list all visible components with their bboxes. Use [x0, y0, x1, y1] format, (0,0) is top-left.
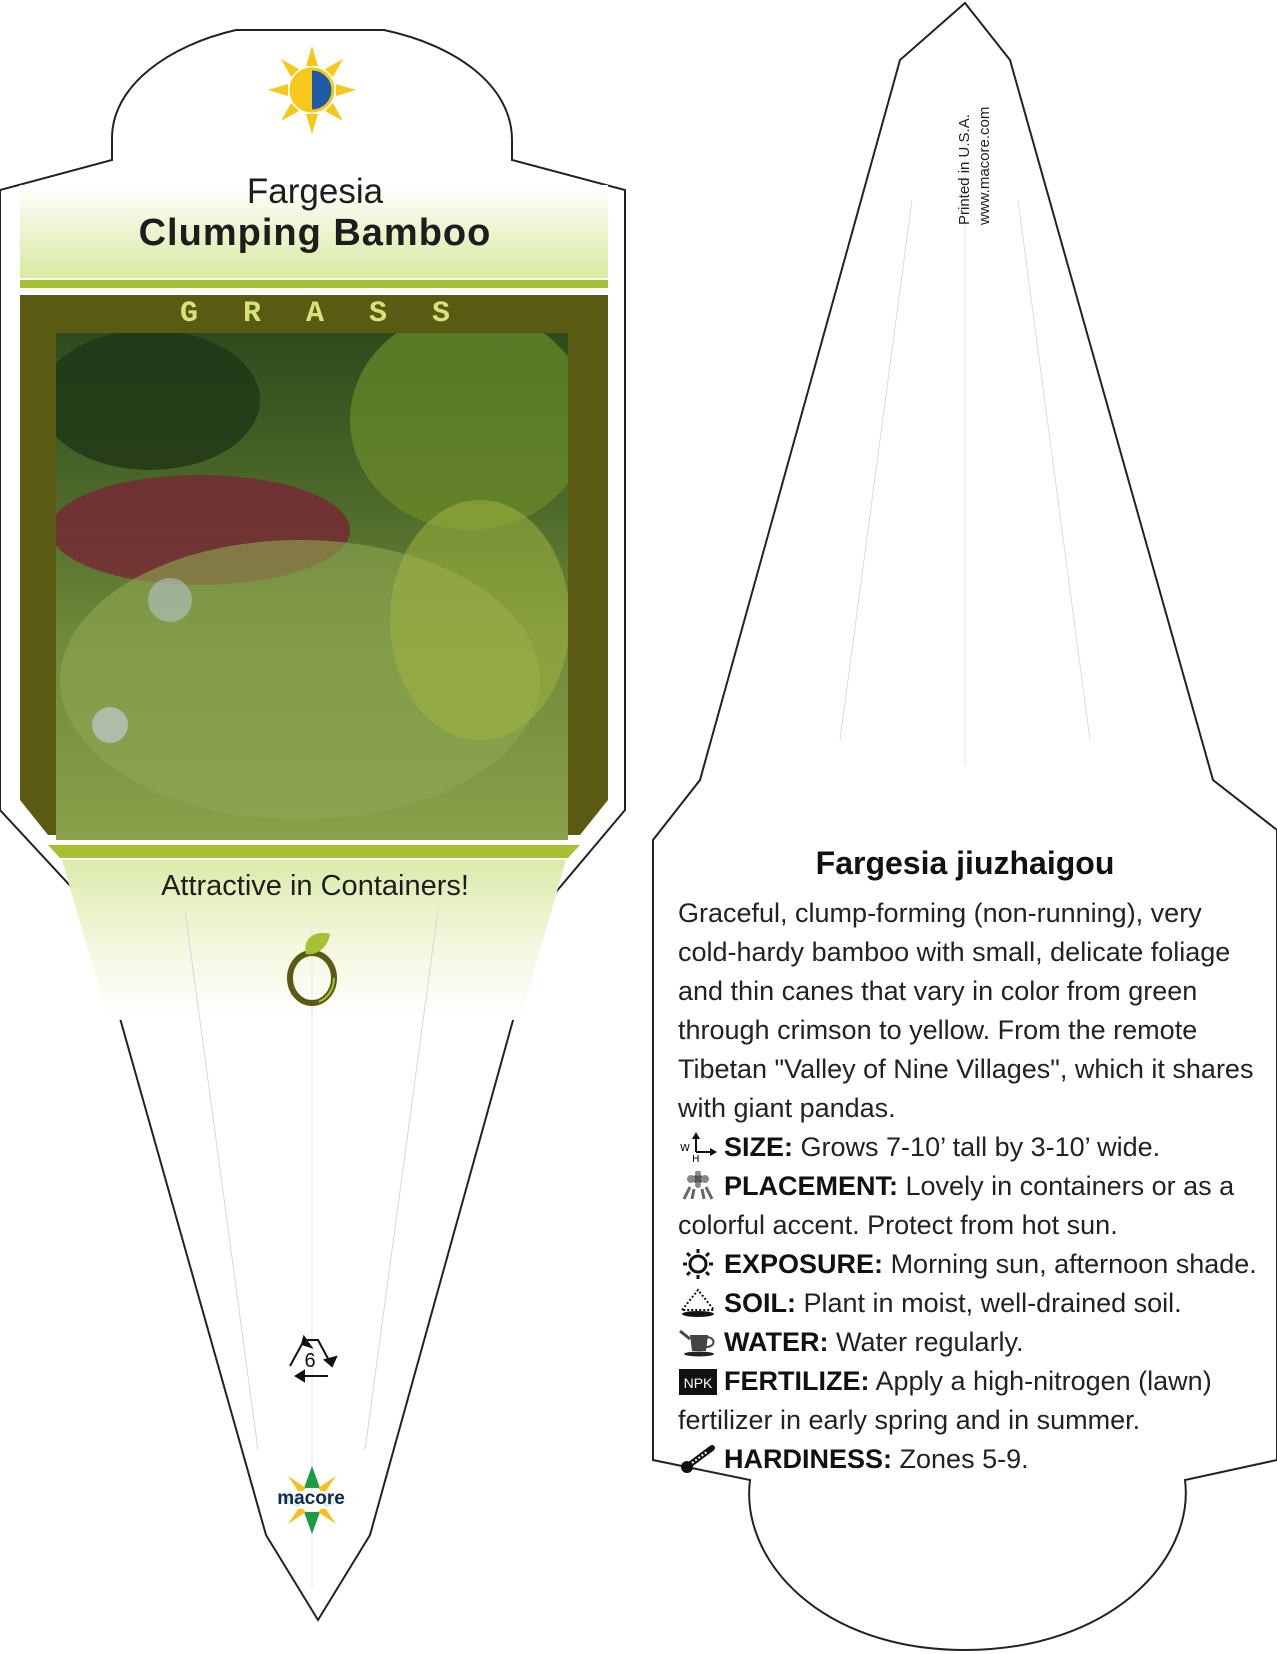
npk-text: NPK [683, 1375, 713, 1391]
care-text: Grows 7-10’ tall by 3-10’ wide. [800, 1132, 1161, 1162]
printed-in: Printed in U.S.A. [956, 114, 973, 225]
plant-photo [40, 310, 590, 840]
category-letter: S [431, 297, 450, 331]
care-hardiness [678, 1440, 1258, 1479]
care-text: Apply a high-nitrogen (lawn) fertilizer in early spring and in summer. [678, 1366, 1212, 1435]
care-soil [678, 1284, 1258, 1323]
npk-fertilizer-icon [678, 1366, 718, 1396]
care-fertilize [678, 1362, 1258, 1440]
care-text: Plant in moist, well-drained soil. [803, 1288, 1182, 1318]
care-text: Water regularly. [836, 1327, 1024, 1357]
size-icon [678, 1132, 718, 1162]
care-exposure [678, 1245, 1258, 1284]
care-text: Zones 5-9. [899, 1444, 1029, 1474]
category-letter: R [242, 297, 261, 331]
printer-credit [955, 40, 993, 225]
description-block [678, 894, 1258, 1479]
recycle-number: 6 [304, 1350, 316, 1372]
scientific-name: Fargesia jiuzhaigou [815, 845, 1115, 881]
category-letter: G [180, 297, 199, 331]
care-size [678, 1128, 1258, 1167]
category-letter: A [305, 297, 324, 331]
care-text: Morning sun, afternoon shade. [890, 1249, 1257, 1279]
size-icon-h: H [692, 1154, 700, 1162]
care-label: EXPOSURE: [724, 1249, 884, 1279]
soil-icon [678, 1288, 718, 1318]
care-label: SIZE: [724, 1132, 794, 1162]
placement-icon [678, 1171, 718, 1201]
plant-description: Graceful, clump-forming (non-running), very cold-hardy bamboo with small, delicate foliage and thin canes that vary in color from green through crimson to yellow. From the remote Tibetan "Valley of Nine Villages", which it shares with giant pandas. [678, 898, 1254, 1123]
care-water [678, 1323, 1258, 1362]
watering-can-icon [678, 1327, 718, 1357]
category-label [180, 297, 450, 331]
care-label: HARDINESS: [724, 1444, 893, 1474]
care-text: Lovely in containers or as a colorful accent. Protect from hot sun. [678, 1171, 1235, 1240]
care-label: PLACEMENT: [724, 1171, 898, 1201]
exposure-sun-icon [678, 1249, 718, 1279]
size-icon-w: W [680, 1143, 690, 1154]
thermometer-icon [678, 1444, 718, 1474]
brand-name: macore [277, 1488, 345, 1509]
tagline: Attractive in Containers! [161, 870, 469, 902]
title-band [20, 280, 608, 288]
partial-sun-icon [268, 46, 356, 134]
care-placement [678, 1167, 1258, 1245]
common-name: Clumping Bamboo [138, 212, 492, 254]
lower-band [48, 845, 580, 858]
genus-name: Fargesia [246, 172, 384, 211]
category-letter: S [368, 297, 387, 331]
website: www.macore.com [976, 106, 993, 225]
care-label: SOIL: [724, 1288, 796, 1318]
care-label: WATER: [724, 1327, 829, 1357]
care-label: FERTILIZE: [724, 1366, 870, 1396]
